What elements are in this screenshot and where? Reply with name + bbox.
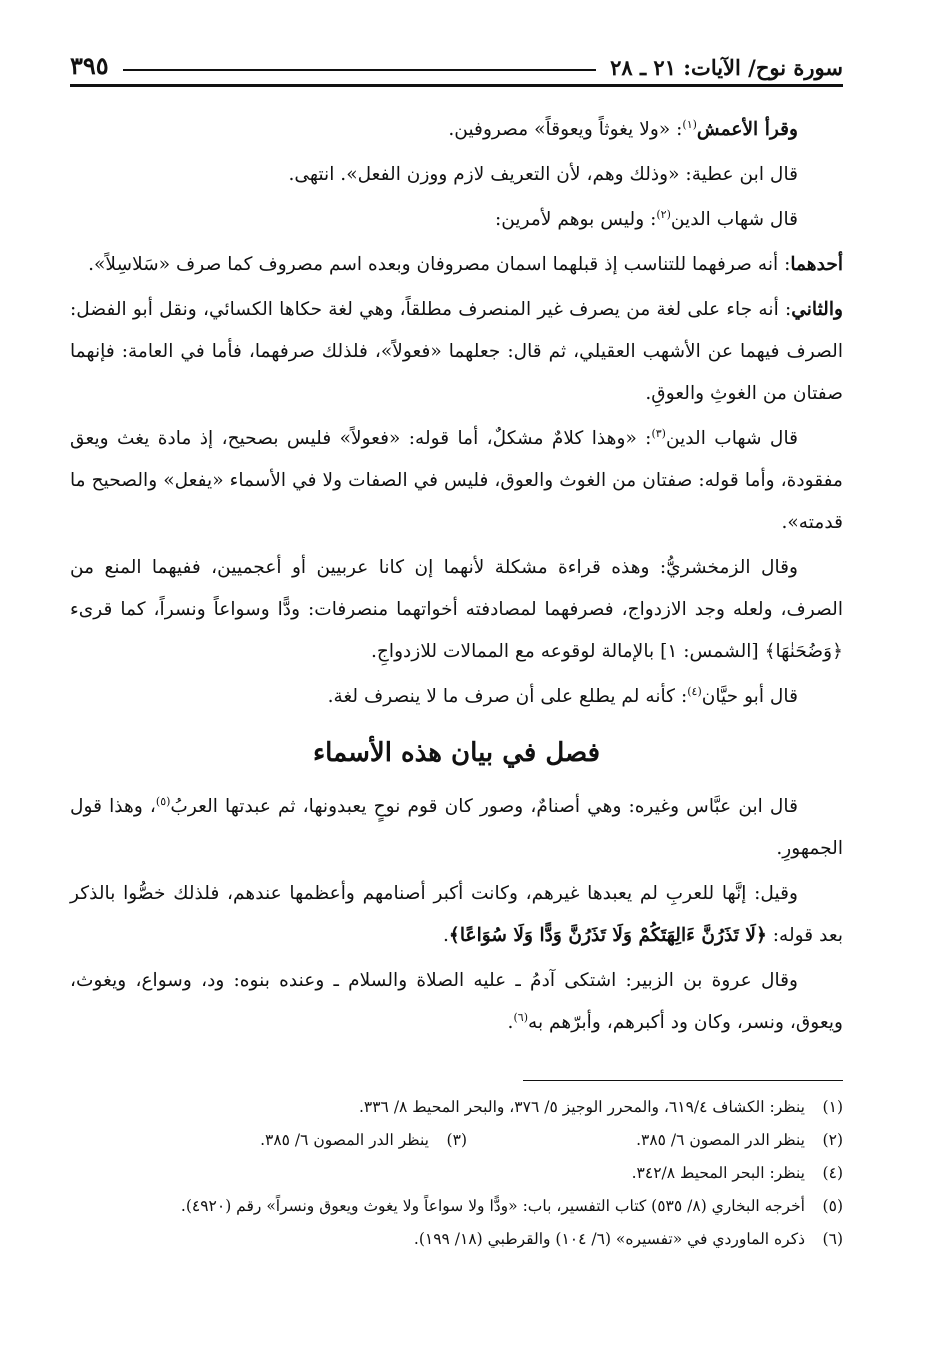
footnote-row (70, 1223, 843, 1256)
paragraph-text: : «ولا يغوثاً ويعوقاً» مصروفين. (448, 119, 683, 140)
page-number: ٣٩٥ (70, 51, 109, 80)
paragraph-8 (70, 676, 843, 718)
paragraph-text: قال ابن عطية: «وذلك وهم، لأن التعريف لازم ووزن الفعل». انتهى. (288, 164, 798, 185)
paragraph-text: وقيل: إنَّها للعربِ لم يعبدها غيرهم، وكانت أكبر أصنامهم وأعظمها عندهم، فلذلك خصُّوا بالذكر بعد قوله: (70, 883, 843, 946)
footnote-number: (٤) (822, 1164, 843, 1182)
paragraph-1 (70, 109, 843, 151)
paragraph-2 (70, 154, 843, 196)
section-paragraph-3 (70, 960, 843, 1044)
footnote-number: (٢) (822, 1131, 843, 1149)
footnotes (70, 1091, 843, 1256)
main-text (70, 109, 843, 1044)
paragraph-7 (70, 547, 843, 673)
footnote-ref: (٦) (513, 1010, 528, 1024)
section-heading: فصل في بيان هذه الأسماء (312, 738, 601, 768)
paragraph-text: : وليس بوهم لأمرين: (495, 209, 657, 230)
section-paragraph-2 (70, 873, 843, 957)
paragraph-lead: أحدهما (790, 254, 843, 275)
footnote-text: ينظر الدر المصون ٦/ ٣٨٥. (260, 1131, 429, 1149)
running-header (70, 40, 843, 80)
footnote-text: أخرجه البخاري (٨/ ٥٣٥) كتاب التفسير، باب: «ودًّا ولا سواعاً ولا يغوث ويعوق ونسراً» رقم (٤٩٢٠). (180, 1197, 805, 1215)
header-rule (70, 84, 843, 87)
footnote-text: ذكره الماوردي في «تفسيره» (٦/ ١٠٤) والقرطبي (١٨/ ١٩٩). (413, 1230, 805, 1248)
footnote-ref: (٢) (656, 207, 671, 221)
paragraph-lead: وقرأ الأعمش (696, 119, 798, 140)
footnote-separator (523, 1080, 843, 1081)
footnote-row (70, 1091, 843, 1124)
footnote-ref: (٥) (155, 794, 171, 808)
paragraph-text: وقال الزمخشريُّ: وهذه قراءة مشكلة لأنهما إن كانا عربيين أو أعجميين، ففيهما المنع من الصرف، ولعله وجد الازدواج، فصرفهما لمصادفته أخواتهما منصرفات: ودًّا وسواعاً ونسراً، كما قرىء ﴿وَضُحَنٰهَا﴾ [الشمس: ١] بالإمالة لوقوعه مع الممالات للازدواجِ. (70, 557, 843, 662)
paragraph-text: : «وهذا كلامٌ مشكلٌ، أما قوله: «فعولاً» فليس بصحيح، إذ مادة يغث ويعق مفقودة، وأما قوله: صفتان من الغوث والعوق، فليس في الصفات ولا في الأسماء «يفعل» والصحيح ما قدمته». (70, 428, 843, 533)
footnote-number: (٦) (822, 1230, 843, 1248)
paragraph-text: قال أبو حيَّان (701, 686, 798, 707)
footnote-row (70, 1157, 843, 1190)
paragraph-lead: والثاني (791, 299, 843, 320)
header-title: سورة نوح/ الآيات: ٢١ ـ ٢٨ (610, 55, 843, 80)
paragraph-text: . (507, 1012, 514, 1033)
footnote-row (70, 1190, 843, 1223)
paragraph-text: : كأنه لم يطلع على أن صرف ما لا ينصرف لغة. (327, 686, 688, 707)
paragraph-text: : أنه جاء على لغة من يصرف غير المنصرف مطلقاً، وهي لغة حكاها الكسائي، ونقل أبو الفضل: الصرف فيهما عن الأشهب العقيلي، ثم قال: جعلهما «فعولاً»، فلذلك صرفهما، فأما في العامة: فإنهما صفتان من الغوثِ والعوقِ. (70, 299, 843, 404)
footnote-number: (٣) (446, 1131, 467, 1149)
document-page (70, 40, 843, 1368)
header-line (123, 69, 596, 71)
footnote-ref: (١) (682, 117, 697, 131)
paragraph-text: قال ابن عبَّاس وغيره: وهي أصنامٌ، وصور كان قوم نوحٍ يعبدونها، ثم عبدتها العربُ (170, 796, 798, 817)
paragraph-5 (70, 289, 843, 415)
footnote-text: ينظر: الكشاف ٦١٩/٤، والمحرر الوجيز ٥/ ٣٧٦، والبحر المحيط ٨/ ٣٣٦. (358, 1098, 805, 1116)
footnote-text: ينظر: البحر المحيط ٣٤٢/٨. (631, 1164, 805, 1182)
paragraph-text: ، وهذا قول الجمهورِ. (70, 796, 843, 859)
section-paragraph-1 (70, 786, 843, 870)
paragraph-6 (70, 418, 843, 544)
footnote-ref: (٣) (651, 426, 666, 440)
paragraph-3 (70, 199, 843, 241)
paragraph-text: وقال عروة بن الزبير: اشتكى آدمُ ـ عليه الصلاة والسلام ـ وعنده بنوه: ود، وسواع، ويغوث، ويعوق، ونسر، وكان ود أكبرهم، وأبرّهم به (70, 970, 843, 1033)
footnote-text: ينظر الدر المصون ٦/ ٣٨٥. (636, 1131, 805, 1149)
paragraph-4 (70, 244, 843, 286)
footnote-row (70, 1124, 843, 1157)
paragraph-text: : أنه صرفهما للتناسب إذ قبلهما اسمان مصروفان وبعده اسم مصروف كما صرف «سَلاسِلاً». (88, 254, 791, 275)
footnote-ref: (٤) (687, 684, 702, 698)
paragraph-text: قال شهاب الدين (670, 209, 798, 230)
paragraph-text: . (443, 925, 449, 946)
footnote-number: (٥) (822, 1197, 843, 1215)
quran-verse: ﴿لَا تَذَرُنَّ ءَالِهَتَكُمْ وَلَا تَذَرُنَّ وَدًّا وَلَا سُوَاعًا﴾ (448, 925, 767, 946)
footnote-number: (١) (822, 1098, 843, 1116)
paragraph-text: قال شهاب الدين (665, 428, 798, 449)
